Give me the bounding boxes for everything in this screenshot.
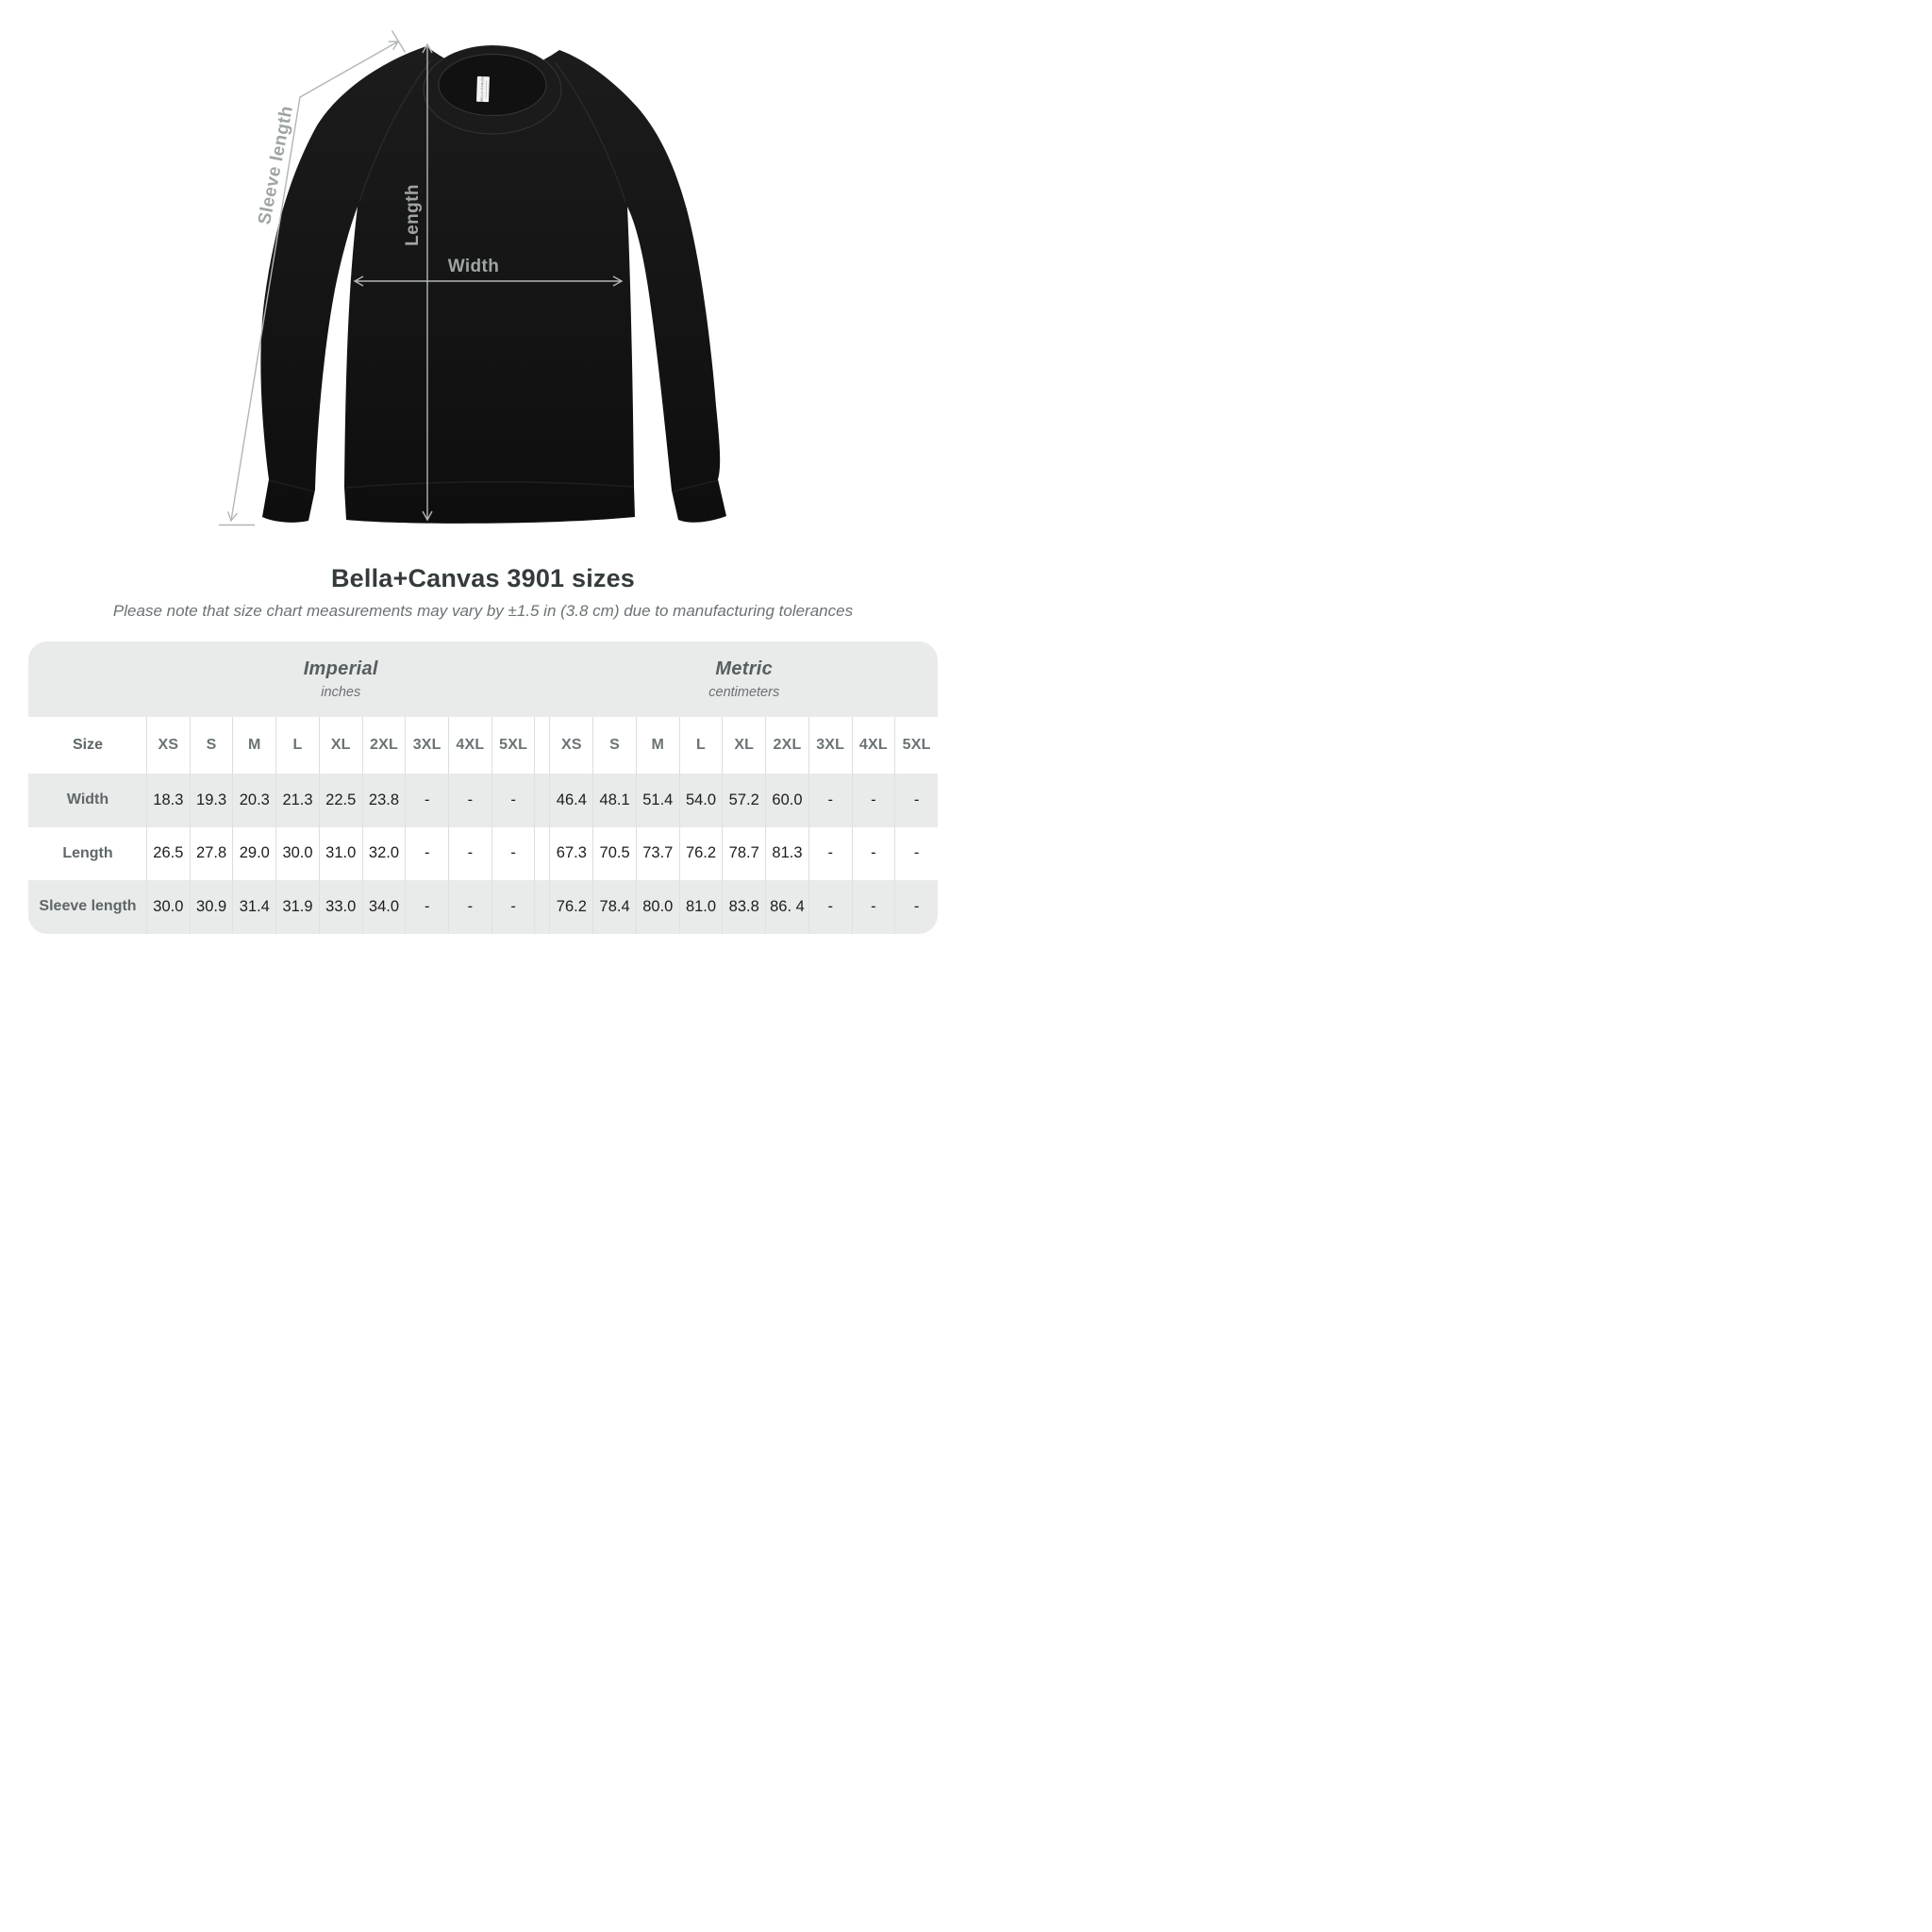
size-col-header-imperial: XL (319, 717, 362, 774)
size-col-header-imperial: 4XL (448, 717, 491, 774)
value-cell-metric: 60.0 (765, 774, 808, 827)
collar-tag (476, 76, 490, 103)
value-cell-metric: 80.0 (636, 880, 679, 934)
width-label: Width (447, 257, 500, 276)
value-cell-metric: - (894, 774, 938, 827)
size-col-header-imperial: S (190, 717, 233, 774)
value-cell-metric: - (894, 827, 938, 881)
value-cell-metric: 76.2 (549, 880, 592, 934)
value-cell-imperial: 18.3 (146, 774, 190, 827)
size-col-header-imperial: M (232, 717, 275, 774)
collar-opening (439, 55, 546, 116)
value-cell-imperial: 33.0 (319, 880, 362, 934)
value-cell-imperial: 21.3 (275, 774, 319, 827)
value-cell-imperial: 23.8 (362, 774, 406, 827)
imperial-group-label: Imperial (303, 658, 378, 679)
value-cell-imperial: - (491, 774, 535, 827)
size-col-header-imperial: XS (146, 717, 190, 774)
group-gap (534, 774, 549, 827)
value-cell-metric: 67.3 (549, 827, 592, 881)
length-label: Length (403, 184, 423, 246)
metric-group-unit: centimeters (708, 685, 780, 700)
size-col-header-metric: XS (549, 717, 592, 774)
imperial-group-unit: inches (321, 685, 361, 700)
value-cell-imperial: 20.3 (232, 774, 275, 827)
value-cell-metric: - (894, 880, 938, 934)
value-cell-imperial: 19.3 (190, 774, 233, 827)
title-block (0, 563, 966, 622)
value-cell-imperial: 30.9 (190, 880, 233, 934)
value-cell-metric: - (852, 827, 895, 881)
value-cell-imperial: 32.0 (362, 827, 406, 881)
value-cell-imperial: 30.0 (275, 827, 319, 881)
row-label: Length (28, 827, 146, 881)
value-cell-metric: - (852, 880, 895, 934)
row-label: Width (28, 774, 146, 827)
value-cell-metric: - (808, 774, 852, 827)
value-cell-metric: 57.2 (722, 774, 765, 827)
value-cell-metric: 46.4 (549, 774, 592, 827)
value-cell-imperial: - (448, 827, 491, 881)
sleeve-arrow-end-tick (392, 31, 406, 53)
value-cell-imperial: 26.5 (146, 827, 190, 881)
value-cell-imperial: 31.9 (275, 880, 319, 934)
garment-diagram (0, 0, 966, 542)
row-label: Sleeve length (28, 880, 146, 934)
size-col-header-metric: M (636, 717, 679, 774)
size-col-header-metric: S (592, 717, 636, 774)
size-col-header-metric: XL (722, 717, 765, 774)
value-cell-imperial: - (405, 774, 448, 827)
size-col-header-metric: L (679, 717, 723, 774)
value-cell-imperial: - (405, 880, 448, 934)
group-gap (534, 880, 549, 934)
collar-tag-text: BELLA+CANVAS (479, 75, 485, 103)
value-cell-imperial: 27.8 (190, 827, 233, 881)
value-cell-metric: 78.4 (592, 880, 636, 934)
size-col-header-metric: 2XL (765, 717, 808, 774)
size-col-header-imperial: 5XL (491, 717, 535, 774)
group-gap (534, 827, 549, 881)
page-title: Bella+Canvas 3901 sizes (330, 564, 636, 592)
value-cell-metric: - (808, 827, 852, 881)
value-cell-imperial: 31.4 (232, 880, 275, 934)
value-cell-imperial: - (491, 827, 535, 881)
value-cell-imperial: 34.0 (362, 880, 406, 934)
size-col-header-imperial: 2XL (362, 717, 406, 774)
value-cell-metric: 83.8 (722, 880, 765, 934)
value-cell-imperial: - (448, 774, 491, 827)
band-corner (28, 641, 146, 717)
group-gap (534, 717, 549, 774)
value-cell-imperial: 29.0 (232, 827, 275, 881)
value-cell-imperial: - (405, 827, 448, 881)
imperial-group-header (146, 641, 534, 717)
size-col-header-metric: 4XL (852, 717, 895, 774)
value-cell-metric: - (852, 774, 895, 827)
value-cell-metric: 76.2 (679, 827, 723, 881)
value-cell-metric: - (808, 880, 852, 934)
value-cell-metric: 81.3 (765, 827, 808, 881)
value-cell-imperial: - (448, 880, 491, 934)
value-cell-metric: 73.7 (636, 827, 679, 881)
value-cell-imperial: - (491, 880, 535, 934)
size-col-header-metric: 3XL (808, 717, 852, 774)
size-col-header-metric: 5XL (894, 717, 938, 774)
sleeve-length-label: Sleeve length (255, 104, 297, 226)
page-subtitle: Please note that size chart measurements may vary by ±1.5 in (3.8 cm) due to manufacturing tolerances (112, 602, 854, 620)
size-col-header-imperial: 3XL (405, 717, 448, 774)
size-chart-page (0, 0, 966, 934)
value-cell-metric: 48.1 (592, 774, 636, 827)
size-table (28, 641, 938, 934)
value-cell-metric: 86. 4 (765, 880, 808, 934)
value-cell-metric: 51.4 (636, 774, 679, 827)
metric-group-header (549, 641, 938, 717)
size-col-header-imperial: L (275, 717, 319, 774)
value-cell-imperial: 31.0 (319, 827, 362, 881)
value-cell-metric: 70.5 (592, 827, 636, 881)
value-cell-imperial: 22.5 (319, 774, 362, 827)
size-table-grid (28, 641, 938, 934)
metric-group-label: Metric (715, 658, 774, 679)
size-column-header: Size (28, 717, 146, 774)
value-cell-metric: 54.0 (679, 774, 723, 827)
band-gap (534, 641, 549, 717)
value-cell-metric: 81.0 (679, 880, 723, 934)
sweatshirt-illustration (0, 0, 966, 542)
value-cell-imperial: 30.0 (146, 880, 190, 934)
value-cell-metric: 78.7 (722, 827, 765, 881)
